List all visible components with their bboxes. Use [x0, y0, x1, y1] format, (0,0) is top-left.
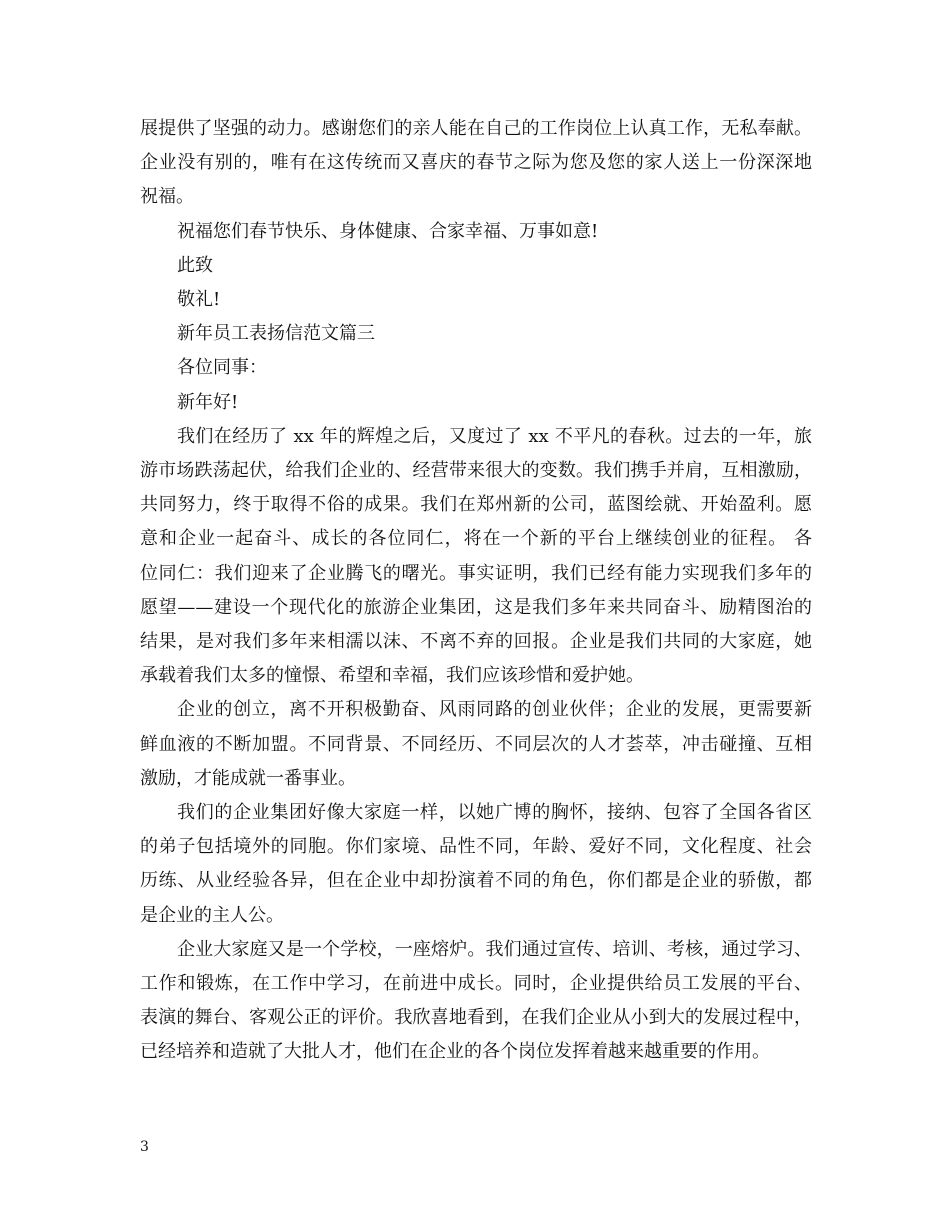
- text-line: 我们在经历了 xx 年的辉煌之后，又度过了 xx 不平凡的春秋。过去的一年，旅: [177, 425, 812, 447]
- text-line: 的弟子包括境外的同胞。你们家境、品性不同，年龄、爱好不同，文化程度、社会: [140, 836, 812, 858]
- text-line: 表演的舞台、客观公正的评价。我欣喜地看到，在我们企业从小到大的发展过程中，: [140, 1007, 812, 1029]
- text-line: 历练、从业经验各异，但在企业中却扮演着不同的角色，你们都是企业的骄傲，都: [140, 870, 812, 892]
- text-line: 愿望——建设一个现代化的旅游企业集团，这是我们多年来共同奋斗、励精图治的: [140, 596, 812, 618]
- text-line: 工作和锻炼，在工作中学习，在前进中成长。同时，企业提供给员工发展的平台、: [140, 973, 812, 995]
- text-line: 企业没有别的，唯有在这传统而又喜庆的春节之际为您及您的家人送上一份深深地: [140, 152, 812, 174]
- text-line: 意和企业一起奋斗、成长的各位同仁，将在一个新的平台上继续创业的征程。 各: [140, 528, 812, 550]
- text-line: 展提供了坚强的动力。感谢您们的亲人能在自己的工作岗位上认真工作，无私奉献。: [140, 118, 812, 139]
- greeting: 各位同事：: [177, 357, 267, 379]
- greeting-line: 新年好!: [177, 391, 239, 413]
- text-line: 游市场跌荡起伏，给我们企业的、经营带来很大的变数。我们携手并肩，互相激励，: [140, 460, 812, 482]
- text-line: 结果，是对我们多年来相濡以沫、不离不弃的回报。企业是我们共同的大家庭，她: [140, 631, 812, 653]
- page-number: 3: [140, 1139, 149, 1155]
- text-line: 企业大家庭又是一个学校，一座熔炉。我们通过宣传、培训、考核，通过学习、: [177, 938, 812, 960]
- text-line: 我们的企业集团好像大家庭一样，以她广博的胸怀，接纳、包容了全国各省区: [177, 802, 812, 824]
- text-line: 激励，才能成就一番事业。: [140, 767, 356, 789]
- closing-salutation: 此致: [177, 254, 213, 276]
- closing-regards: 敬礼!: [177, 289, 221, 311]
- text-line: 已经培养和造就了大批人才，他们在企业的各个岗位发挥着越来越重要的作用。: [140, 1041, 770, 1063]
- text-line: 祝福您们春节快乐、身体健康、合家幸福、万事如意!: [177, 220, 599, 242]
- body-text: [140, 112, 812, 1070]
- text-line: 共同努力，终于取得不俗的成果。我们在郑州新的公司，蓝图绘就、开始盈利。愿: [140, 494, 812, 516]
- text-line: 位同仁：我们迎来了企业腾飞的曙光。事实证明，我们已经有能力实现我们多年的: [140, 562, 812, 584]
- section-title: 新年员工表扬信范文篇三: [177, 323, 375, 345]
- text-line: 是企业的主人公。: [140, 904, 284, 926]
- text-line: 企业的创立，离不开积极勤奋、风雨同路的创业伙伴；企业的发展，更需要新: [177, 699, 812, 721]
- text-line: 承载着我们太多的憧憬、希望和幸福，我们应该珍惜和爱护她。: [140, 665, 644, 687]
- text-line: 鲜血液的不断加盟。不同背景、不同经历、不同层次的人才荟萃，冲击碰撞、互相: [140, 733, 812, 755]
- text-line: 祝福。: [140, 186, 194, 208]
